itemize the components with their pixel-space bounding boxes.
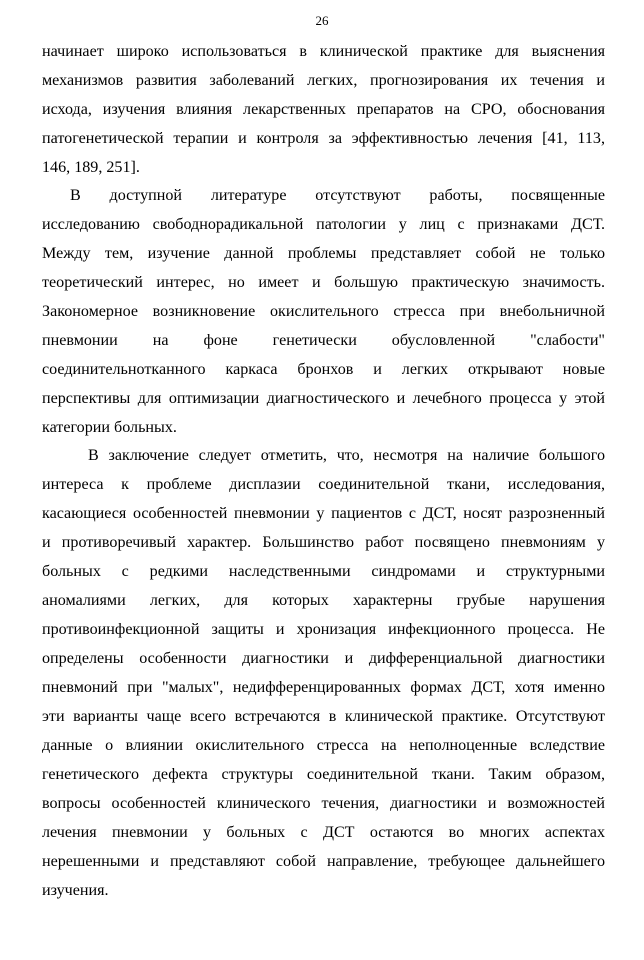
text-line: определены особенности диагностики и дифференциальной диагностики (42, 650, 605, 667)
text-line: категории больных. (42, 419, 177, 436)
text-line: В заключение следует отметить, что, несмотря на наличие большого (88, 447, 605, 464)
text-line: теоретический интерес, но имеет и большую практическую значимость. (42, 274, 605, 291)
text-line: вопросы особенностей клинического течения, диагностики и возможностей (42, 795, 605, 812)
paragraph-3 (42, 441, 605, 905)
text-line: аномалиями легких, для которых характерны грубые нарушения (42, 592, 605, 609)
paragraph-2 (42, 181, 605, 442)
text-line: касающиеся особенностей пневмонии у пациентов с ДСТ, носят разрозненный (42, 505, 605, 522)
text-line: интереса к проблеме дисплазии соединительной ткани, исследования, (42, 476, 605, 493)
text-line: исхода, изучения влияния лекарственных препаратов на СРО, обоснования (42, 101, 605, 118)
text-line: пневмоний при "малых", недифференцированных формах ДСТ, хотя именно (42, 679, 605, 696)
text-line: больных с редкими наследственными синдромами и структурными (42, 563, 605, 580)
text-line: изучения. (42, 882, 109, 899)
text-line: лечения пневмонии у больных с ДСТ остаются во многих аспектах (42, 824, 605, 841)
text-line: В доступной литературе отсутствуют работы, посвященные (70, 187, 605, 204)
page-number: 26 (315, 13, 329, 28)
text-line: нерешенными и представляют собой направление, требующее дальнейшего (42, 853, 605, 870)
text-line: данные о влиянии окислительного стресса на неполноценные вследствие (42, 737, 605, 754)
text-line: пневмонии на фоне генетически обусловленной "слабости" (42, 332, 605, 349)
text-line: Между тем, изучение данной проблемы представляет собой не только (42, 245, 605, 262)
text-line: эти варианты чаще всего встречаются в клинической практике. Отсутствуют (42, 708, 605, 725)
text-line: противоинфекционной защиты и хронизация инфекционного процесса. Не (42, 621, 605, 638)
paragraph-1 (42, 37, 605, 182)
text-line: генетического дефекта структуры соединительной ткани. Таким образом, (42, 766, 605, 783)
text-line: 146, 189, 251]. (42, 159, 140, 176)
text-line: Закономерное возникновение окислительного стресса при внебольничной (42, 303, 605, 320)
text-line: патогенетической терапии и контроля за эффективностью лечения [41, 113, (42, 130, 605, 147)
text-line: соединительнотканного каркаса бронхов и легких открывают новые (42, 361, 605, 378)
text-line: и противоречивый характер. Большинство работ посвящено пневмониям у (42, 534, 605, 551)
text-line: исследованию свободнорадикальной патологии у лиц с признаками ДСТ. (42, 216, 605, 233)
text-line: начинает широко использоваться в клинической практике для выяснения (42, 43, 605, 60)
text-line: перспективы для оптимизации диагностического и лечебного процесса у этой (42, 390, 605, 407)
text-line: механизмов развития заболеваний легких, прогнозирования их течения и (42, 72, 605, 89)
